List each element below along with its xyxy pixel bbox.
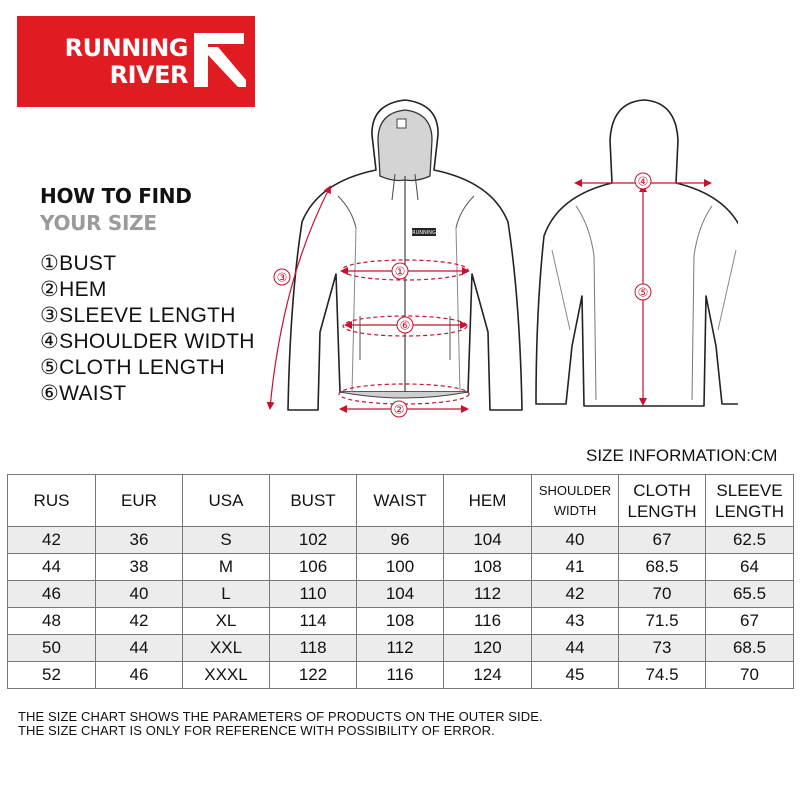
brand-name-line1: RUNNING: [64, 34, 188, 62]
table-cell: 74.5: [619, 662, 706, 689]
table-cell: 108: [357, 608, 444, 635]
measurement-marker: ⑤: [40, 356, 60, 379]
table-cell: 64: [706, 554, 794, 581]
table-cell: 114: [270, 608, 357, 635]
bust-marker: ①: [394, 264, 406, 279]
table-cell: 116: [444, 608, 532, 635]
size-unit-label: SIZE INFORMATION:CM: [586, 446, 778, 465]
table-cell: 46: [8, 581, 96, 608]
table-cell: 71.5: [619, 608, 706, 635]
measurement-item: [40, 251, 255, 277]
column-header: [183, 475, 270, 527]
measurement-marker: ③: [40, 304, 60, 327]
column-header-label: EUR: [121, 491, 157, 510]
brand-logo: [17, 16, 255, 107]
table-cell: XL: [183, 608, 270, 635]
column-header-label: BUST: [290, 491, 336, 510]
table-cell: 65.5: [706, 581, 794, 608]
size-guide: [40, 183, 255, 407]
waist-marker: ⑥: [399, 318, 411, 333]
table-cell: L: [183, 581, 270, 608]
table-cell: 116: [357, 662, 444, 689]
table-cell: 112: [357, 635, 444, 662]
measurement-item: [40, 277, 255, 303]
table-cell: 40: [96, 581, 183, 608]
table-cell: 118: [270, 635, 357, 662]
column-header: [8, 475, 96, 527]
column-header: [444, 475, 532, 527]
column-header-label: LENGTH: [627, 501, 697, 521]
column-header-label: SHOULDER: [538, 482, 612, 498]
table-cell: 104: [444, 527, 532, 554]
table-cell: 68.5: [619, 554, 706, 581]
table-cell: 96: [357, 527, 444, 554]
table-row: [8, 527, 794, 554]
table-cell: 104: [357, 581, 444, 608]
measurement-name: HEM: [59, 278, 107, 301]
table-cell: 122: [270, 662, 357, 689]
jacket-measurement-diagram: [258, 95, 738, 435]
chevron-arrow-icon: [192, 30, 248, 90]
note-line: THE SIZE CHART SHOWS THE PARAMETERS OF PRODUCTS ON THE OUTER SIDE.: [18, 709, 543, 724]
table-cell: 112: [444, 581, 532, 608]
table-row: [8, 581, 794, 608]
table-cell: 50: [8, 635, 96, 662]
table-cell: 42: [532, 581, 619, 608]
table-cell: 108: [444, 554, 532, 581]
note-line: THE SIZE CHART IS ONLY FOR REFERENCE WITH POSSIBILITY OF ERROR.: [18, 723, 495, 738]
column-header: [357, 475, 444, 527]
table-cell: 36: [96, 527, 183, 554]
column-header: [706, 475, 794, 527]
table-row: [8, 554, 794, 581]
table-cell: 106: [270, 554, 357, 581]
table-cell: 67: [706, 608, 794, 635]
table-cell: 62.5: [706, 527, 794, 554]
table-cell: XXXL: [183, 662, 270, 689]
table-cell: 40: [532, 527, 619, 554]
measurement-name: SLEEVE LENGTH: [59, 304, 236, 327]
table-cell: 45: [532, 662, 619, 689]
table-row: [8, 635, 794, 662]
column-header-label: RUS: [33, 491, 70, 510]
table-cell: 102: [270, 527, 357, 554]
back-jacket-drawing: [536, 100, 738, 406]
brand-name: [38, 35, 188, 89]
table-cell: 38: [96, 554, 183, 581]
column-header-label: HEM: [468, 491, 507, 510]
table-cell: 52: [8, 662, 96, 689]
table-cell: 44: [96, 635, 183, 662]
column-header-label: CLOTH: [633, 480, 691, 500]
table-cell: M: [183, 554, 270, 581]
column-header-label: SLEEVE: [716, 480, 783, 500]
column-header-label: WIDTH: [553, 502, 597, 518]
size-chart-notes: [18, 710, 543, 738]
table-cell: 48: [8, 608, 96, 635]
brand-name-line2: RIVER: [109, 61, 188, 89]
measurement-name: SHOULDER WIDTH: [59, 330, 255, 353]
table-row: [8, 662, 794, 689]
measurement-item: [40, 303, 255, 329]
table-cell: 70: [619, 581, 706, 608]
measurement-name: BUST: [59, 252, 117, 275]
column-header: [532, 475, 619, 527]
table-cell: 43: [532, 608, 619, 635]
column-header: [619, 475, 706, 527]
hem-marker: ②: [393, 402, 405, 417]
front-jacket-drawing: [288, 100, 522, 410]
table-row: [8, 608, 794, 635]
table-cell: 67: [619, 527, 706, 554]
table-cell: S: [183, 527, 270, 554]
column-header-label: LENGTH: [715, 501, 784, 521]
column-header: [96, 475, 183, 527]
measurement-item: [40, 329, 255, 355]
table-cell: 46: [96, 662, 183, 689]
table-cell: 100: [357, 554, 444, 581]
size-table: [7, 474, 794, 689]
table-cell: 110: [270, 581, 357, 608]
measurement-marker: ④: [40, 330, 60, 353]
guide-title: HOW TO FIND: [40, 184, 192, 208]
measurement-name: WAIST: [59, 382, 127, 405]
measurement-marker: ⑥: [40, 382, 60, 405]
measurement-item: [40, 355, 255, 381]
measurement-item: [40, 381, 255, 407]
table-cell: 41: [532, 554, 619, 581]
table-cell: 42: [8, 527, 96, 554]
column-header: [270, 475, 357, 527]
table-cell: 73: [619, 635, 706, 662]
column-header-label: WAIST: [373, 491, 427, 510]
table-cell: 120: [444, 635, 532, 662]
shoulder-width-marker: ④: [637, 174, 649, 189]
column-header-label: USA: [208, 491, 244, 510]
table-cell: 124: [444, 662, 532, 689]
front-jacket-label: RUNNING: [412, 230, 436, 236]
sleeve-length-marker: ③: [276, 270, 288, 285]
cloth-length-marker: ⑤: [637, 285, 649, 300]
measurement-marker: ②: [40, 278, 60, 301]
measurement-marker: ①: [40, 252, 60, 275]
measurement-list: [40, 251, 255, 407]
table-header-row: [8, 475, 794, 527]
table-cell: 44: [8, 554, 96, 581]
table-cell: 42: [96, 608, 183, 635]
guide-subtitle: YOUR SIZE: [40, 211, 157, 235]
measurement-name: CLOTH LENGTH: [59, 356, 225, 379]
table-cell: 44: [532, 635, 619, 662]
table-cell: XXL: [183, 635, 270, 662]
table-cell: 70: [706, 662, 794, 689]
table-cell: 68.5: [706, 635, 794, 662]
